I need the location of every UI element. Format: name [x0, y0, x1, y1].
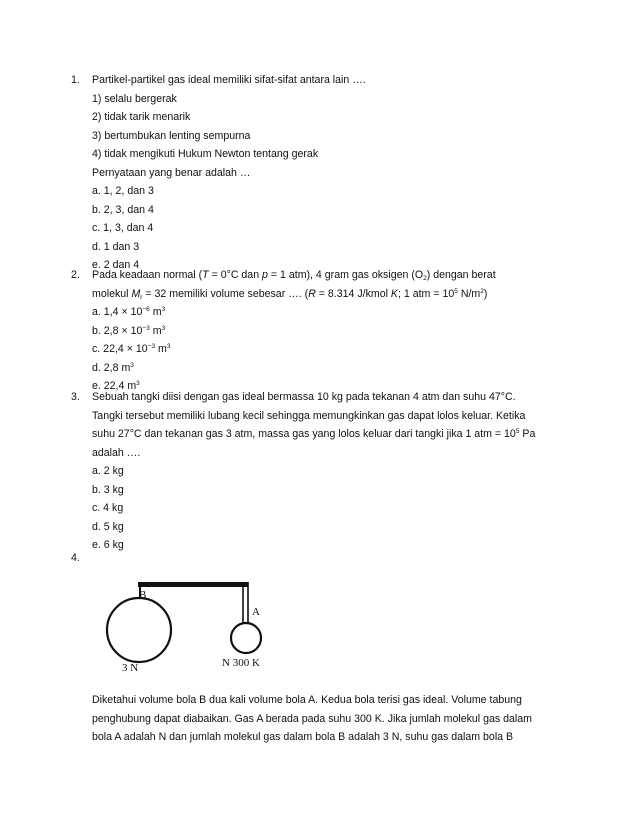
- option-c: c. $22,4 \times 10^{-3}$ $m^3$: [92, 343, 171, 355]
- connecting-tube: [138, 582, 248, 587]
- question-stem: Partikel-partikel gas ideal memiliki sifat-sifat antara lain ….: [92, 74, 366, 86]
- question-stem-line-2: Tangki tersebut memiliki lubang kecil sehingga memungkinkan gas dapat lolos keluar. Ketika: [92, 409, 526, 422]
- option-c: c. 1, 3, dan 4: [92, 222, 154, 234]
- question-stem-line-1: Sebuah tangki diisi dengan gas ideal bermassa 10 kg pada tekanan 4 atm dan suhu 47°C.: [92, 391, 516, 403]
- label-b: B: [139, 589, 147, 601]
- option-c: c. 4 kg: [92, 502, 124, 514]
- question-number: 2.: [71, 269, 80, 281]
- question-number: 4.: [71, 552, 80, 564]
- bulb-b: [107, 598, 171, 662]
- option-e: e. 22,4 $m^3$: [92, 380, 140, 392]
- option-d: d. 1 dan 3: [92, 240, 140, 253]
- question-stem-line-2: penghubung dapat diabaikan. Gas A berada pada suhu 300 K. Jika jumlah molekul gas dalam: [92, 712, 532, 725]
- question-stem-line-1: Diketahui volume bola B dua kali volume bola A. Kedua bola terisi gas ideal. Volume tabung: [92, 694, 522, 706]
- two-bulb-diagram: [100, 578, 300, 673]
- option-d: d. 2,8 $m^3$: [92, 361, 134, 374]
- option-e: e. 2 dan 4: [92, 259, 140, 271]
- question-stem-line-1: Pada keadaan normal (T = 0°C dan p = 1 atm), 4 gram gas oksigen $(O_2)$ dengan berat: [92, 269, 496, 282]
- label-a: A: [252, 606, 260, 618]
- option-e: e. 6 kg: [92, 539, 124, 551]
- bulb-a: [231, 623, 261, 653]
- statement: 3) bertumbukan lenting sempurna: [92, 129, 251, 142]
- option-a: a. 2 kg: [92, 465, 124, 477]
- option-d: d. 5 kg: [92, 520, 124, 533]
- question-stem-line-3: bola A adalah N dan jumlah molekul gas dalam bola B adalah 3 N, suhu gas dalam bola B: [92, 731, 514, 743]
- statement: 2) tidak tarik menarik: [92, 111, 191, 123]
- label-3n: 3 N: [122, 662, 139, 673]
- question-stem-line-3: suhu 27°C dan tekanan gas 3 atm, massa gas yang lolos keluar dari tangki jika 1 atm = $10^5$ Pa: [92, 428, 536, 440]
- statement: 1) selalu bergerak: [92, 92, 177, 105]
- question-number: 3.: [71, 391, 80, 403]
- question-number: 1.: [71, 74, 80, 86]
- option-b: b. $2,8 \times 10^{-3}$ $m^3$: [92, 324, 166, 337]
- label-n-300k: N 300 K: [222, 657, 260, 669]
- statement: 4) tidak mengikuti Hukum Newton tentang gerak: [92, 148, 319, 160]
- option-b: b. 3 kg: [92, 483, 124, 496]
- option-a: a. $1,4 \times 10^{-6}$ $m^3$: [92, 306, 166, 318]
- option-b: b. 2, 3, dan 4: [92, 203, 154, 216]
- question-prompt: Pernyataan yang benar adalah …: [92, 166, 251, 179]
- question-stem-line-4: adalah ….: [92, 446, 141, 459]
- question-stem-line-2: molekul $M_r = 32$ memiliki volume sebesar …. (R = 8.314 J/kmol K; 1 atm = $10^5$ $N/m^2$): [92, 287, 488, 301]
- option-a: a. 1, 2, dan 3: [92, 185, 154, 197]
